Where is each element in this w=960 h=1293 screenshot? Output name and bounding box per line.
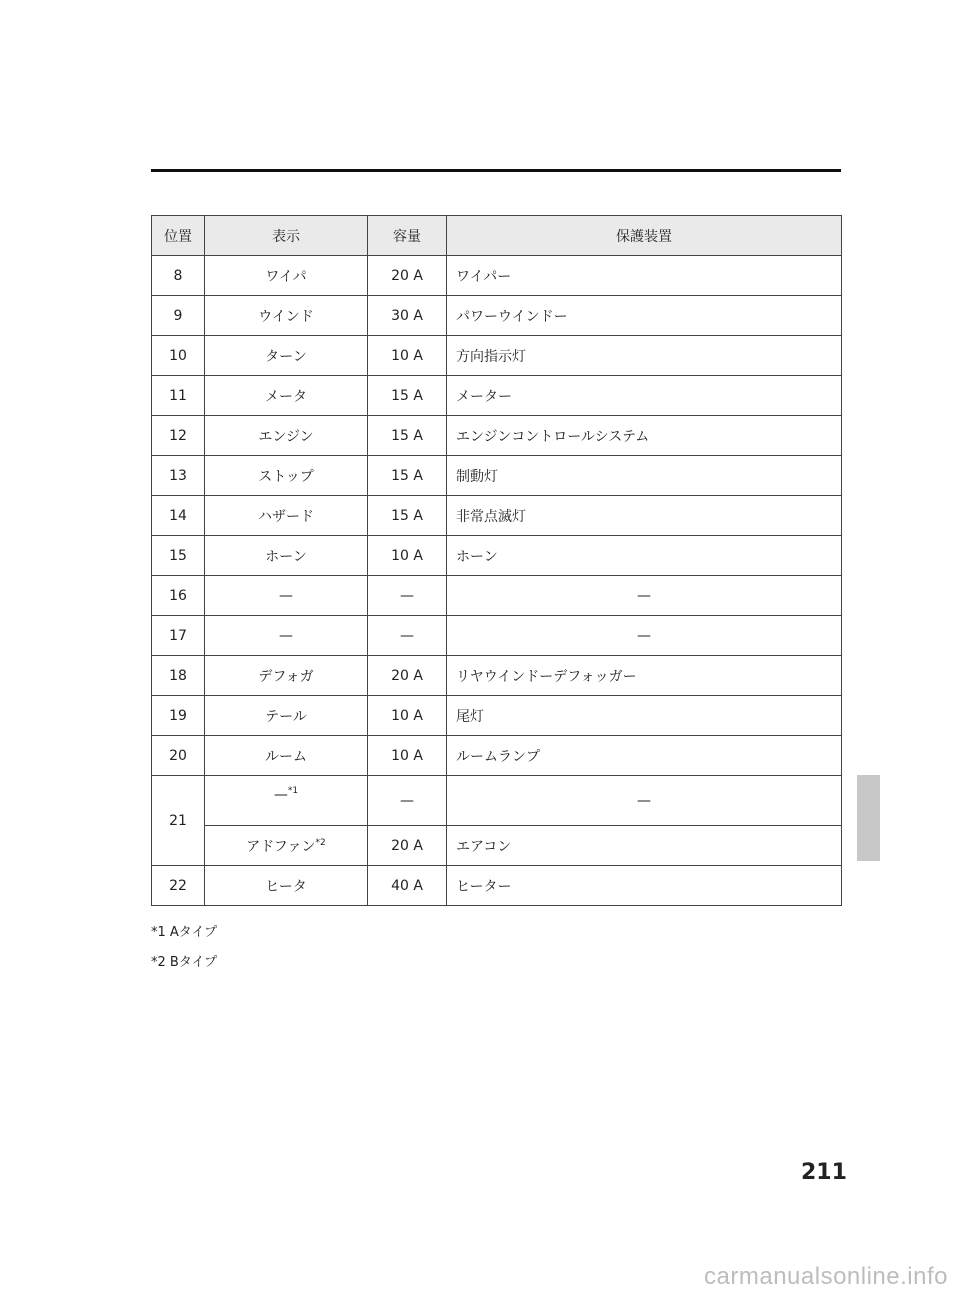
- device-cell: ヒーター: [447, 866, 842, 906]
- top-rule: [151, 169, 841, 172]
- label-cell: ストップ: [205, 456, 368, 496]
- header-position: 位置: [152, 216, 205, 256]
- position-cell: 22: [152, 866, 205, 906]
- position-cell: 19: [152, 696, 205, 736]
- position-cell: 8: [152, 256, 205, 296]
- footnote-mark: *1: [287, 786, 299, 796]
- device-cell: —: [447, 576, 842, 616]
- position-cell: 16: [152, 576, 205, 616]
- header-capacity: 容量: [368, 216, 447, 256]
- device-cell: ホーン: [447, 536, 842, 576]
- label-cell: ルーム: [205, 736, 368, 776]
- table-row: [152, 866, 842, 906]
- footnotes: [151, 918, 217, 978]
- capacity-cell: 15 A: [368, 496, 447, 536]
- device-cell: メーター: [447, 376, 842, 416]
- table-row: [152, 536, 842, 576]
- page-number: 211: [801, 1160, 847, 1185]
- label-cell: ヒータ: [205, 866, 368, 906]
- position-cell: 9: [152, 296, 205, 336]
- section-tab: [857, 775, 880, 861]
- capacity-cell: 10 A: [368, 536, 447, 576]
- label-cell: ワイパ: [205, 256, 368, 296]
- footnote-mark: *2: [315, 837, 326, 848]
- capacity-cell: —: [368, 616, 447, 656]
- capacity-cell: 20 A: [368, 256, 447, 296]
- label-cell: メータ: [205, 376, 368, 416]
- label-text: アドファン: [246, 838, 316, 855]
- header-label: 表示: [205, 216, 368, 256]
- position-cell: 11: [152, 376, 205, 416]
- device-cell: ワイパー: [447, 256, 842, 296]
- label-cell: [205, 826, 368, 866]
- position-cell: 10: [152, 336, 205, 376]
- position-cell: 13: [152, 456, 205, 496]
- capacity-cell: 40 A: [368, 866, 447, 906]
- table-row: [152, 826, 842, 866]
- label-cell: デフォガ: [205, 656, 368, 696]
- device-cell: 非常点滅灯: [447, 496, 842, 536]
- device-cell: パワーウインドー: [447, 296, 842, 336]
- table-row: [152, 576, 842, 616]
- table-row: [152, 456, 842, 496]
- position-cell: 17: [152, 616, 205, 656]
- capacity-cell: 10 A: [368, 736, 447, 776]
- table-row: [152, 376, 842, 416]
- table-row: [152, 656, 842, 696]
- capacity-cell: —: [368, 776, 447, 826]
- table-row: [152, 616, 842, 656]
- device-cell: ルームランプ: [447, 736, 842, 776]
- label-text: —: [273, 787, 288, 803]
- label-cell: ホーン: [205, 536, 368, 576]
- table-row: [152, 416, 842, 456]
- fuse-table: [151, 215, 842, 906]
- capacity-cell: 15 A: [368, 456, 447, 496]
- table-row: [152, 496, 842, 536]
- label-cell: [205, 776, 368, 826]
- footnote: *2 Bタイプ: [151, 955, 218, 970]
- position-cell: 15: [152, 536, 205, 576]
- device-cell: 制動灯: [447, 456, 842, 496]
- capacity-cell: —: [368, 576, 447, 616]
- label-cell: ウインド: [205, 296, 368, 336]
- device-cell: —: [447, 776, 842, 826]
- table-row: [152, 776, 842, 826]
- capacity-cell: 15 A: [368, 416, 447, 456]
- position-cell: 20: [152, 736, 205, 776]
- label-cell: エンジン: [205, 416, 368, 456]
- position-cell: 12: [152, 416, 205, 456]
- footnote: *1 Aタイプ: [151, 925, 218, 940]
- capacity-cell: 20 A: [368, 826, 447, 866]
- position-cell: 14: [152, 496, 205, 536]
- label-cell: ターン: [205, 336, 368, 376]
- header-protected-device: 保護装置: [447, 216, 842, 256]
- table-row: [152, 736, 842, 776]
- device-cell: エアコン: [447, 826, 842, 866]
- table-row: [152, 336, 842, 376]
- table-header-row: [152, 216, 842, 256]
- label-cell: —: [205, 616, 368, 656]
- capacity-cell: 10 A: [368, 336, 447, 376]
- device-cell: 尾灯: [447, 696, 842, 736]
- capacity-cell: 10 A: [368, 696, 447, 736]
- capacity-cell: 30 A: [368, 296, 447, 336]
- device-cell: リヤウインドーデフォッガー: [447, 656, 842, 696]
- device-cell: エンジンコントロールシステム: [447, 416, 842, 456]
- device-cell: —: [447, 616, 842, 656]
- position-cell: 18: [152, 656, 205, 696]
- table-row: [152, 296, 842, 336]
- label-cell: —: [205, 576, 368, 616]
- position-cell: 21: [152, 776, 205, 866]
- capacity-cell: 15 A: [368, 376, 447, 416]
- table-row: [152, 256, 842, 296]
- capacity-cell: 20 A: [368, 656, 447, 696]
- watermark: carmanualsonline.info: [704, 1263, 948, 1290]
- label-cell: ハザード: [205, 496, 368, 536]
- label-cell: テール: [205, 696, 368, 736]
- device-cell: 方向指示灯: [447, 336, 842, 376]
- table-row: [152, 696, 842, 736]
